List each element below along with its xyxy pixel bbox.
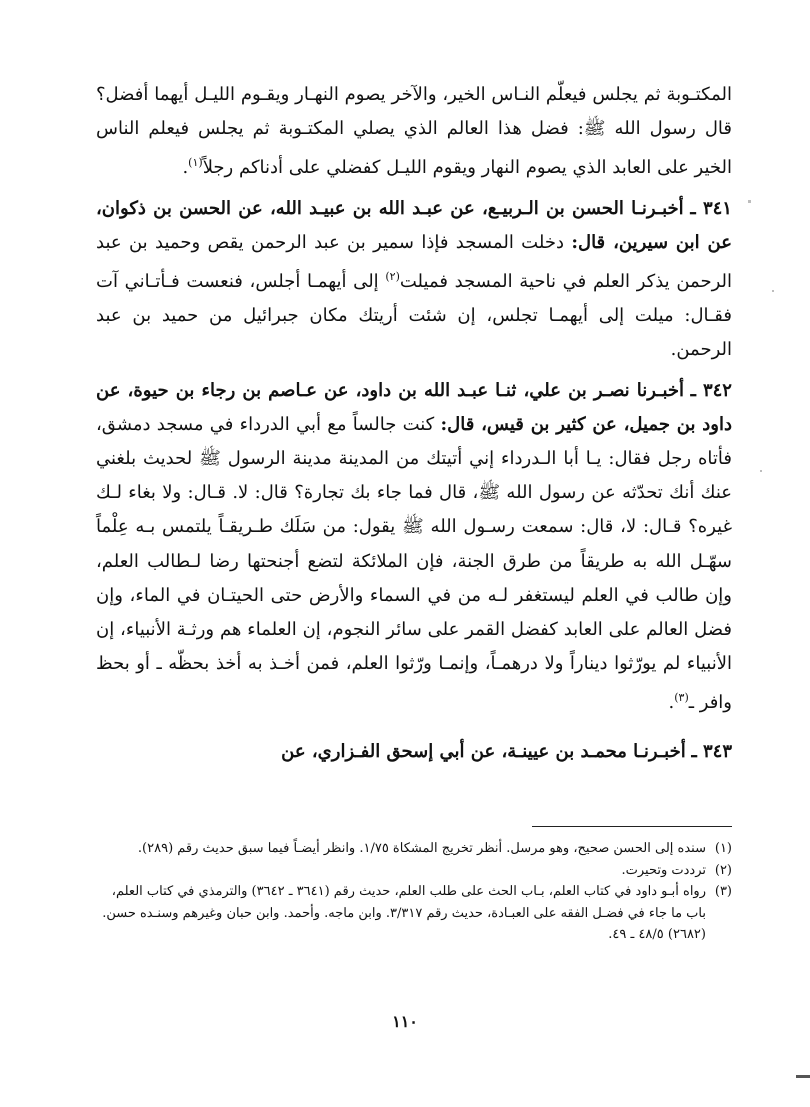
hadith-text: دخلت المسجد فإذا سمير بن عبد الرحمن يقص وحميد بن عبد الرحمن يذكر العلم في ناحية المسجد فميلت (96, 231, 732, 293)
footnote-text: سنده إلى الحسن صحيح، وهو مرسل. أنظر تخريج المشكاة ١/٧٥. وانظر أيضـاً فيما سبق حديث رقم (٢٨٩). (137, 841, 706, 856)
main-text (96, 78, 732, 769)
hadith-number: ٣٤٣ ـ (691, 740, 732, 762)
isnad-chain: أخبـرنـا الحسن بن الـربيـع، عن عبـد الله بن عبيـد الله، عن الحسن بن ذكوان، عن ابن سيرين، قال: (96, 197, 732, 253)
footnote-3 (100, 881, 732, 946)
isnad-chain: أخبـرنا نصـر بن علي، ثنـا عبـد الله بن داود، عن عـاصم بن رجاء بن حيوة، عن داود بن جميل، عن كثير بن قيس، قال: (96, 379, 732, 435)
line: المكتـوبة ثم يجلس فيعلّم النـاس الخير، والآخر يصوم النهـار ويقـوم الليـل (194, 84, 732, 105)
footnote-separator (532, 826, 732, 827)
footnote-mark: (١) (714, 841, 732, 856)
hadith-number: ٣٤١ ـ (690, 197, 732, 219)
hadith-text: كنت جالساً مع أبي الدرداء في مسجد دمشق، فأتاه رجل فقال: يـا أبا الـدرداء إني أتيتك من المدينة مدينة الرسول ﷺ لحديث بلغني عنك أنك تحدّثه عن رسول الله ﷺ، قال فما جاء بك تجارة؟ قال: لا. قـال: ولا بغاء لـك غيره؟ قـال: لا، قال: سمعت رسـول الله ﷺ يقول: من سَلَك طـريقـاً يلتمس بـه عِلْماً سهّـل الله به طريقاً من طرق الجنة، فإن الملائكة لتضع أجنحتها رضا لـطالب العلم، وإن طالب في العلم ليستغفر لـه من في السماء والأرض حتى الحيتـان في الماء، وإن فضل العالم على العابد كفضل القمر على سائر النجوم، إن العلماء هم ورثـة الأنبياء، إن الأنبياء لم يورّثوا ديناراً ولا درهمـاً، وإنمـا ورّثوا العلم، فمن أخـذ به أخذ بحظّه ـ أو بحظ وافر ـ (96, 413, 732, 714)
hadith-343 (96, 735, 732, 769)
footnote-ref: (٣) (674, 691, 689, 705)
isnad-chain: أخبـرنـا محمـد بن عيينـة، عن أبي إسحق الفـزاري، عن (281, 740, 686, 762)
footnote-text: رواه أبـو داود في كتاب العلم، بـاب الحث على طلب العلم، حديث رقم (٣٦٤١ ـ ٣٦٤٢) والترمذي في كتاب العلم، باب ما جاء في فضـل الفقه على العبـادة، حديث رقم ٣/٣١٧. وابن ماجه. وأحمد. وابن حبان وغيرهم وسنـده حسن. (٢٦٨٢) ٤٨/٥ ـ ٤٩. (102, 884, 706, 942)
hadith-number: ٣٤٢ ـ (690, 379, 732, 401)
hadith-text-continued: إلى أيهمـا أجلس، فنعست فـأتـاني آت فقـال: ميلت إلى أيهمـا تجلس، إن شئت أريتك مكان جبرائيل من حميد بن عبد الرحمن. (96, 271, 732, 361)
scan-speck (748, 200, 751, 203)
line: على أدناكم رجلاً (202, 157, 321, 179)
scan-speck (772, 290, 774, 292)
line: أيهما أفضل؟ قال رسول الله ﷺ: فضل هذا العالم الذي يصلي المكتـوبة ثم (96, 84, 732, 140)
paragraph-continuation: المكتـوبة ثم يجلس فيعلّم النـاس الخير، والآخر يصوم النهـار ويقـوم الليـل أيهما أفضل؟ قال رسول الله ﷺ: فضل هذا العالم الذي يصلي المكتـوبة ثم يجلس فيعلم الناس الخير على العابد الذي يصوم النهار ويقوم الليـل كفضلي على أدناكم رجلاً$^{(١)}$. (96, 84, 732, 179)
hadith-341 (96, 192, 732, 368)
scan-speck (760, 470, 762, 472)
line: يجلس فيعلم الناس الخير على العابد الذي يصوم النهار ويقوم الليـل كفضلي (96, 118, 732, 179)
footnote-mark: (٣) (714, 884, 732, 899)
footnote-mark: (٢) (714, 862, 732, 878)
scan-edge-shadow (796, 1075, 810, 1078)
footnotes (100, 838, 732, 946)
footnote-ref: (١) (188, 156, 203, 170)
footnote-2 (100, 860, 732, 882)
footnote-text: ترددت وتحيرت. (621, 862, 706, 878)
footnote-ref: (٢) (385, 270, 400, 284)
hadith-342: ٣٤٢ ـ أخبـرنا نصـر بن علي، ثنـا عبـد الله بن داود، عن عـاصم بن رجاء بن حيوة، عن داود بن جميل، عن كثير بن قيس، قال: كنت جالساً مع أبي الدرداء في مسجد دمشق، فأتاه رجل فقال: يـا أبا الـدرداء إني أتيتك من المدينة مدينة الرسول ﷺ لحديث بلغني عنك أنك تحدّثه عن رسول الله ﷺ، قال فما جاء بك تجارة؟ قال: لا. قـال: ولا بغاء لـك غيره؟ قـال: لا، قال: سمعت رسـول الله ﷺ يقول: من سَلَك طـريقـاً يلتمس بـه عِلْماً سهّـل الله به طريقاً من طرق الجنة، فإن الملائكة لتضع أجنحتها رضا لـطالب العلم، وإن طالب في العلم ليستغفر لـه من في السماء والأرض حتى الحيتـان في الماء، وإن فضل العالم على العابد كفضل القمر على سائر النجوم، إن العلماء هم ورثـة الأنبياء، إن الأنبياء لم يورّثوا ديناراً ولا درهمـاً، وإنمـا ورّثوا العلم، فمن أخـذ به أخذ بحظّه ـ أو بحظ وافر ـ$^{(٣)}$. (96, 379, 732, 714)
footnote-1 (100, 838, 732, 860)
page-number: ١١٠ (392, 1012, 418, 1031)
